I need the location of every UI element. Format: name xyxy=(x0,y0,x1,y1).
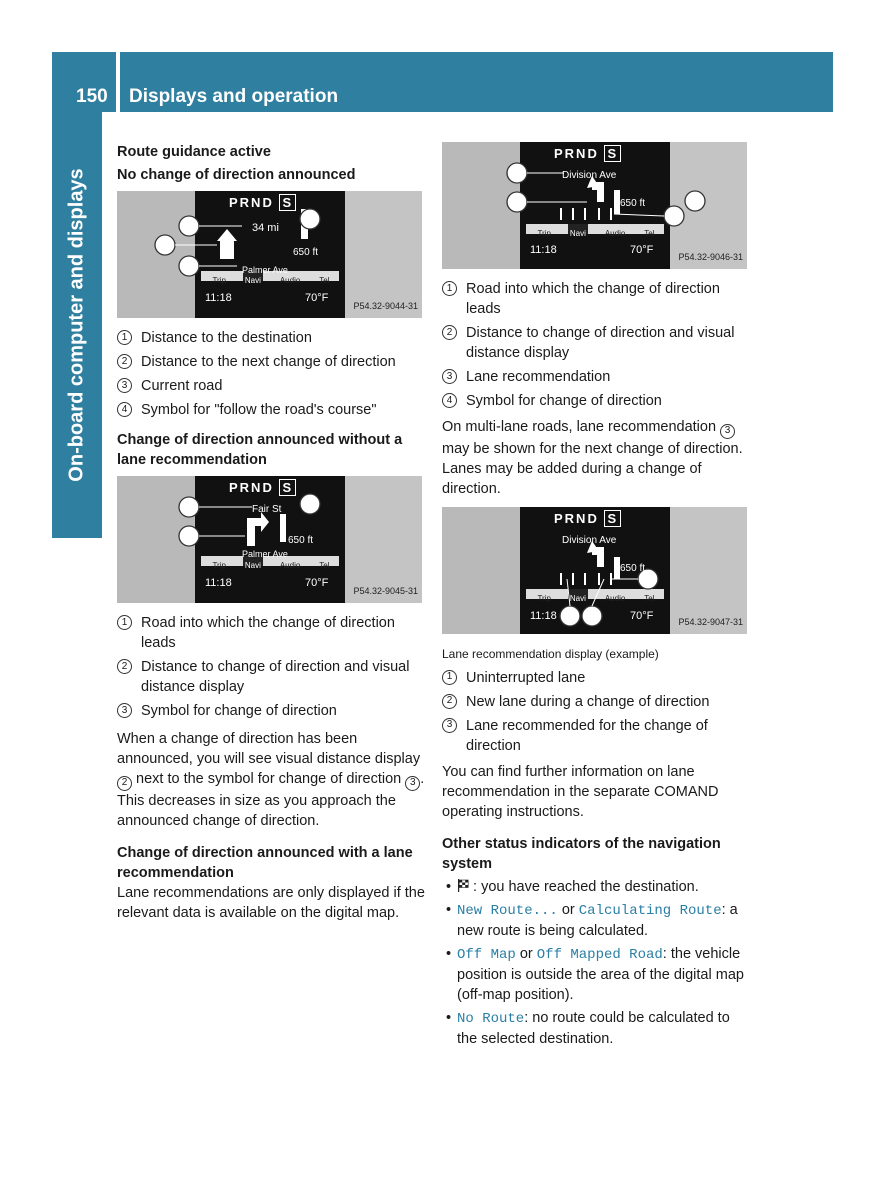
list-item: 2 Distance to the next change of direction xyxy=(117,352,425,372)
gear-indicator: PRND S xyxy=(554,144,621,164)
figure-code: P54.32-9047-31 xyxy=(678,616,743,627)
list-item: 2 Distance to change of direction and visual distance display xyxy=(117,657,425,697)
distance-destination: 34 mi xyxy=(252,222,279,234)
clock: 11:18 xyxy=(530,244,557,256)
list-item: 3 Symbol for change of direction xyxy=(117,701,425,721)
dashboard-figure-4 xyxy=(442,507,747,634)
cluster-tabs: Trip Navi Audio Tel xyxy=(212,561,330,570)
side-tab-label: On-board computer and displays xyxy=(65,168,88,482)
cluster-tabs: Trip Navi Audio Tel xyxy=(212,276,330,285)
temperature: 70°F xyxy=(630,609,654,622)
clock: 11:18 xyxy=(530,609,557,622)
status-bullets xyxy=(442,877,752,1049)
section-title: Other status indicators of the navigation system xyxy=(442,835,721,872)
distance-next: 650 ft xyxy=(288,535,314,546)
list-item: • : you have reached the destination. xyxy=(446,878,699,895)
road-top: Division Ave xyxy=(562,534,617,546)
list-item: 2 New lane during a change of direction xyxy=(442,692,752,712)
temperature: 70°F xyxy=(630,244,654,256)
list-item: 3 Current road xyxy=(117,376,425,396)
section-title: Change of direction announced without a lane recommendation xyxy=(117,432,403,468)
paragraph: On multi-lane roads, lane recommendation 3 may be shown for the next change of direction. Lanes may be added during a change of direction. xyxy=(442,419,743,497)
paragraph: Lane recommendations are only displayed if the relevant data is available on the digital map. xyxy=(117,884,425,921)
figure-code: P54.32-9044-31 xyxy=(353,301,418,311)
clock: 11:18 xyxy=(205,577,232,589)
section-title: Change of direction announced with a lane recommendation xyxy=(117,844,413,881)
dashboard-figure-1 xyxy=(117,191,422,318)
gear-indicator: PRND S xyxy=(554,509,621,529)
right-column xyxy=(442,142,752,1052)
figure-caption: Lane recommendation display (example) xyxy=(442,646,659,661)
list-item: 1 Road into which the change of direction leads xyxy=(117,613,425,653)
cluster-tabs: Trip Navi Audio Tel xyxy=(537,593,655,603)
dashboard-figure-2 xyxy=(117,476,422,603)
road-top: Fair St xyxy=(252,504,282,515)
side-tab xyxy=(52,112,102,538)
list-item: 3 Lane recommendation xyxy=(442,367,752,387)
gear-indicator: PRND S xyxy=(229,193,296,213)
list-item: • No Route: no route could be calculated to the selected destination. xyxy=(446,1009,730,1047)
legend-list-2 xyxy=(117,613,425,721)
checkered-flag-icon xyxy=(457,879,473,895)
temperature: 70°F xyxy=(305,292,329,304)
left-column xyxy=(117,142,425,931)
gear-indicator: PRND S xyxy=(229,478,296,498)
distance-next: 650 ft xyxy=(620,198,646,209)
distance-next: 650 ft xyxy=(293,247,319,258)
header-bar xyxy=(120,52,833,112)
list-item: 2 Distance to change of direction and visual distance display xyxy=(442,323,752,363)
legend-list-3 xyxy=(442,279,752,411)
distance-next: 650 ft xyxy=(620,562,646,574)
list-item: 1 Distance to the destination xyxy=(117,328,425,348)
current-road: Palmer Ave xyxy=(242,265,288,275)
list-item: • New Route... or Calculating Route: a new route is being calculated. xyxy=(446,901,738,939)
cluster-tabs: Trip Navi Audio Tel xyxy=(537,229,655,238)
paragraph: You can find further information on lane recommendation in the separate COMAND operating instructions. xyxy=(442,763,719,820)
current-road: Palmer Ave xyxy=(242,549,288,559)
legend-list-4 xyxy=(442,668,752,756)
list-item: • Off Map or Off Mapped Road: the vehicle position is outside the area of the digital map (off-map position). xyxy=(446,945,744,1003)
list-item: 1 Uninterrupted lane xyxy=(442,668,752,688)
road-top: Division Ave xyxy=(562,170,617,181)
section-subtitle: No change of direction announced xyxy=(117,167,356,183)
figure-code: P54.32-9045-31 xyxy=(353,586,418,596)
figure-code: P54.32-9046-31 xyxy=(678,252,743,262)
page-number-box xyxy=(52,52,116,112)
clock: 11:18 xyxy=(205,292,232,304)
temperature: 70°F xyxy=(305,577,329,589)
list-item: 4 Symbol for "follow the road's course" xyxy=(117,400,425,420)
page-title: Displays and operation xyxy=(129,86,339,107)
legend-list-1 xyxy=(117,328,425,420)
paragraph: When a change of direction has been announced, you will see visual distance display 2 next to the symbol for change of direction 3 . This decreases in size as you approach the announced change of direction. xyxy=(117,731,425,829)
list-item: 3 Lane recommended for the change of direction xyxy=(442,716,752,756)
page-number: 150 xyxy=(76,86,108,107)
list-item: 4 Symbol for change of direction xyxy=(442,391,752,411)
section-title: Route guidance active xyxy=(117,144,271,160)
dashboard-figure-3 xyxy=(442,142,747,269)
list-item: 1 Road into which the change of direction leads xyxy=(442,279,752,319)
